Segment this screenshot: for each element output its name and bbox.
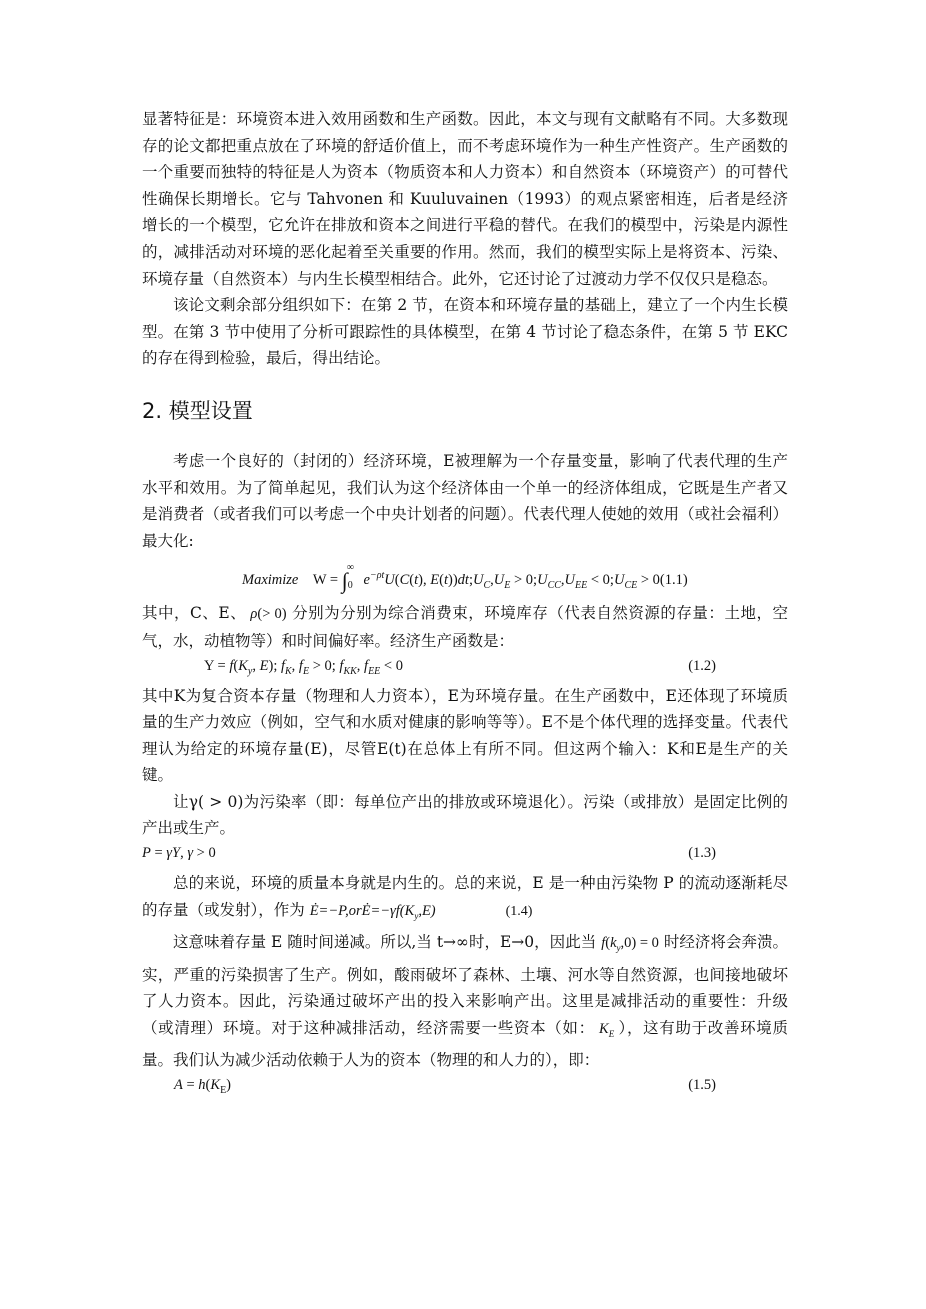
paragraph-environment-quality: 总的来说，环境的质量本身就是内生的。总的来说，E 是一种由污染物 P 的流动逐渐耗尽的存量（或发射），作为 $Ė=-P,orĖ=-\gamma f(K_y,E)$ (1.4) — [142, 874, 788, 921]
equation-1-1 — [142, 554, 788, 600]
equation-1-5-number: (1.5) — [688, 1076, 716, 1093]
equation-1-4-number: (1.4) — [505, 903, 533, 919]
equation-1-3-number: (1.3) — [688, 845, 716, 862]
equation-1-1-body: Maximize $W = \int_0^\infty$ $e^{-\rho t}U(C(t)$, $E(t))dt;U_C,U_E$ > $0;U_{CC},U_{EE}$ < $0;U_{CE} > 0(1.1)$ — [242, 562, 688, 594]
equation-1-1-number: (1.1) — [659, 572, 688, 589]
paragraph-intro-features: 显著特征是：环境资本进入效用函数和生产函数。因此，本文与现有文献略有不同。大多数现存的论文都把重点放在了环境的舒适价值上，而不考虑环境作为一种生产性资产。生产函数的一个重要而独特的特征是人为资本（物质资本和人力资本）和自然资本（环境资产）的可替代性确保长期增长。它与 Tahvonen 和 Kuuluvainen（1993）的观点紧密相连，后者是经济增长的一个模型，它允许在排放和资本之间进行平稳的替代。在我们的模型中，污染是内源性的，减排活动对环境的恶化起着至关重要的作用。然而，我们的模型实际上是将资本、污染、环境存量（自然资本）与内生长模型相结合。此外，它还讨论了过渡动力学不仅仅只是稳态。 — [142, 110, 788, 288]
paragraph-abatement: 这意味着存量 E 随时间递减。所以,当 t→∞时，E→0，因此当 $f(k_y,0) = 0$ 时经济将会奔溃。实，严重的污染损害了生产。例如，酸雨破坏了森林、土壤、河水等自然资源，也间接地破坏了人力资本。因此，污染通过破坏产出的投入来影响产出。这里是减排活动的重要性：升级（或清理）环境。对于这种减排活动，经济需要一些资本（如： $K_E$ ），这有助于改善环境质量。我们认为减少活动依赖于人为的资本（物理的和人力的），即： — [142, 933, 788, 1070]
equation-1-1-label: Maximize — [242, 572, 299, 589]
paragraph-variables: 其中，C、E、 ρ(> 0) 分别为分别为综合消费束，环境库存（代表自然资源的存量：土地，空气，水，动植物等）和时间偏好率。经济生产函数是： — [142, 604, 788, 650]
equation-1-5 — [142, 1074, 788, 1102]
equation-1-3-body: P = γY, γ > 0 — [142, 845, 216, 862]
paragraph-production: 其中K为复合资本存量（物理和人力资本），E为环境存量。在生产函数中，E还体现了环境质量的生产力效应（例如，空气和水质对健康的影响等等）。E不是个体代理的选择变量。代表代理认为给定的环境存量(E)，尽管E(t)在总体上有所不同。但这两个输入：K和E是生产的关键。 — [142, 686, 788, 785]
equation-1-2-body: $Y = f(K_y$, E); $f_K$, $f_E > 0$; $f_{KK}$, $f_{EE} < 0$ — [204, 657, 403, 677]
equation-1-2-number: (1.2) — [688, 657, 716, 674]
paragraph-organization: 该论文剩余部分组织如下：在第 2 节，在资本和环境存量的基础上，建立了一个内生长模型。在第 3 节中使用了分析可跟踪性的具体模型，在第 4 节讨论了稳态条件，在第 5 节 EKC 的存在得到检验，最后，得出结论。 — [142, 296, 788, 368]
equation-1-5-body: $A = h(K_E)$ — [174, 1076, 232, 1096]
paragraph-model-setup: 考虑一个良好的（封闭的）经济环境，E被理解为一个存量变量，影响了代表代理的生产水平和效用。为了简单起见，我们认为这个经济体由一个单一的经济体组成，它既是生产者又是消费者（或者我们可以考虑一个中央计划者的问题）。代表代理人使她的效用（或社会福利）最大化: — [142, 451, 788, 550]
page-content — [142, 106, 788, 1102]
section-heading: 2. 模型设置 — [142, 398, 253, 423]
equation-1-2 — [142, 655, 788, 683]
equation-1-4: $Ė=-P,orĖ=-\gamma f(K_y,E)$ — [309, 902, 436, 921]
equation-1-3 — [142, 842, 788, 870]
paragraph-pollution-rate: 让γ( > 0)为污染率（即：每单位产出的排放或环境退化）。污染（或排放）是固定比例的产出或生产。 — [142, 792, 788, 838]
